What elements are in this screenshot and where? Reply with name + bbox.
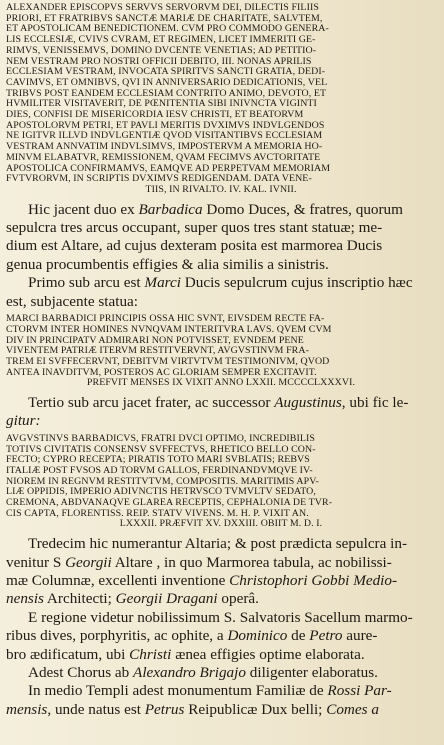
paragraph-barbadica-tombs bbox=[6, 201, 436, 275]
inscription-line: NIOREM IN REGNVM RESTITVTVM, COMPOSITIS. MARITIMIS APV- bbox=[6, 476, 319, 487]
text-span: mæ Columnæ, excellenti inventione bbox=[6, 571, 230, 589]
inscription-line: DIES, CONFISI DE MISERICORDIA IESV CHRISTI, ET BEATORVM bbox=[6, 110, 304, 121]
inscription-line: ANTEA INAVDITVM, POSTEROS AC GLORIAM SEMPER EXCITAVIT. bbox=[6, 367, 317, 378]
inscription-line: HVMILITER VISITAVERIT, DE PŒNITENTIA SIBI INIVNCTA VIGINTI bbox=[6, 99, 317, 110]
text-span: Reipublicæ Dux belli; bbox=[184, 700, 327, 718]
text-line bbox=[6, 201, 436, 219]
augustinus-inscription bbox=[6, 434, 436, 530]
text-span: Altare , in quo Marmorea tabula, ac nobilissi- bbox=[111, 553, 392, 571]
italic-name: Barbadica bbox=[138, 200, 203, 218]
italic-name: Marci bbox=[144, 274, 181, 292]
inscription-line: CTORVM INTER HOMINES NVNQVAM INTERITVRA LAVS. QVEM CVM bbox=[6, 324, 332, 335]
text-span: Ducis sepulcrum cujus inscriptio hæc bbox=[180, 274, 413, 292]
text-span: venitur S bbox=[6, 553, 66, 571]
text-span: , unde natus est bbox=[47, 700, 145, 718]
text-span: Adest Chorus ab bbox=[28, 664, 134, 681]
inscription-line: MARCI BARBADICI PRINCIPIS OSSA HIC SVNT, EIVSDEM RECTE FA- bbox=[6, 314, 325, 325]
text-span: ænea effigies optime elaborata. bbox=[171, 645, 365, 663]
inscription-line: LIS ECCLESIÆ, CVIVS CVRAM, ET REGIMEN, LICET IMMERITI GE- bbox=[6, 35, 316, 46]
text-line bbox=[6, 701, 436, 719]
papal-bull-inscription bbox=[6, 3, 436, 196]
italic-name: Augustinus bbox=[274, 394, 342, 412]
inscription-line: TREM EI SVFFECERVNT, DEBITVM VIRTVTVM TESTIMONIVM, QVOD bbox=[6, 356, 330, 367]
paragraph-augustinus-tomb bbox=[6, 394, 436, 431]
text-line bbox=[6, 682, 436, 700]
inscription-line: ECCLESIAM VESTRAM, INVOCATA SPIRITVS SANCTI GRATIA, DEDI- bbox=[6, 67, 326, 78]
inscription-line: CREMONA, ABDVANAQVE GLAREA RECEPTIS, CEPHALONIA DE TVR- bbox=[6, 498, 333, 509]
italic-name: Rossi Par- bbox=[327, 682, 392, 700]
inscription-line: CIS CAPTA, FLORENTISS. REIP. STATV VIVENS. M. H. P. VIXIT AN. bbox=[6, 508, 309, 519]
text-line bbox=[6, 627, 436, 645]
inscription-line: MINVM ELABATVR, REMISSIONEM, QVAM FECIMVS AVCTORITATE bbox=[6, 152, 321, 163]
italic-name: Petrus bbox=[144, 700, 185, 718]
inscription-line: NE IGITVR ILLVD INDVLGENTIÆ QVOD VISITANTIBVS ECCLESIAM bbox=[6, 131, 323, 142]
paragraph-marci-tomb bbox=[6, 274, 436, 311]
paragraph-altars bbox=[6, 535, 436, 609]
inscription-line: ET APOSTOLICAM BENEDICTIONEM. CVM PRO COMMODO GENERA- bbox=[6, 24, 329, 35]
inscription-line: APOSTOLORVM PETRI, ET PAVLI MERITIS DVXIMVS INDVLGENDOS bbox=[6, 120, 325, 131]
italic-name: nensis bbox=[6, 590, 44, 608]
italic-name: Georgii bbox=[65, 553, 112, 571]
text-span: diligenter elaboratus. bbox=[245, 664, 378, 681]
text-line bbox=[6, 590, 436, 608]
inscription-line: RIMVS, VENISSEMVS, DOMINO DVCENTE VENETIAS; AD PETITIO- bbox=[6, 45, 317, 56]
inscription-line: ITALIÆ POST FVSOS AD TORVM GALLOS, FERDINANDVMQVE IV- bbox=[6, 465, 313, 476]
italic-name: mensis bbox=[6, 700, 48, 718]
text-line: dium est Altare, ad cujus dexteram posita est marmorea Ducis bbox=[6, 237, 383, 255]
text-line: E regione videtur nobilissimum S. Salvatoris Sacellum marmo- bbox=[28, 608, 413, 626]
text-span: , ubi fic le- bbox=[341, 394, 409, 412]
inscription-line: FVTVRORVM, IN SCRIPTIS DVXIMVS REDIGENDAM. DATA VENE- bbox=[6, 174, 312, 185]
text-line: genua procumbentis effigies & alia similis a sinistris. bbox=[6, 255, 329, 273]
inscription-line: CAVIMVS, ET OMNIBVS, QVI IN ANNIVERSARIO DEDICATIONIS, VEL bbox=[6, 77, 328, 88]
inscription-line: PRIORI, ET FRATRIBVS SANCTÆ MARIÆ DE CHARITATE, SALVTEM, bbox=[6, 13, 323, 24]
text-line bbox=[6, 664, 436, 682]
inscription-line: ALEXANDER EPISCOPVS SERVVS SERVORVM DEI, DILECTIS FILIIS bbox=[6, 3, 319, 13]
text-span: bro ædificatum, ubi bbox=[6, 645, 130, 663]
inscription-line: PREFVIT MENSES IX VIXIT ANNO LXXII. MCCCCLXXXVI. bbox=[86, 378, 356, 389]
text-span: Primo sub arcu est bbox=[28, 274, 145, 292]
inscription-line: APOSTOLICA CONFIRMAMVS, EAMQVE AD PERPETVAM MEMORIAM bbox=[6, 163, 331, 174]
text-span: aure- bbox=[342, 627, 378, 645]
italic-name: Alexandro Brigajo bbox=[133, 664, 246, 681]
text-span: Tertio sub arcu jacet frater, ac successor bbox=[28, 394, 275, 412]
italic-name: Petro bbox=[309, 627, 343, 645]
inscription-line: LXXXII. PRÆFVIT XV. DXXIII. OBIIT M. D. I. bbox=[119, 519, 323, 530]
paragraph-rossi-monument bbox=[6, 682, 436, 719]
text-span: Hic jacent duo ex bbox=[28, 200, 139, 218]
inscription-line: FECTO; CYPRO RECEPTA; PIRATIS TOTO MARI SVBLATIS; REBVS bbox=[6, 455, 310, 466]
italic-name: Christophori Gobbi Medio- bbox=[229, 571, 398, 589]
inscription-line: LIÆ OPPIDIS, IMPERIO ADIVNCTIS HETRVSCO TVMVLTV SEDATO, bbox=[6, 487, 316, 498]
text-line: est, subjacente statua: bbox=[6, 292, 139, 310]
paragraph-salvatoris-chapel bbox=[6, 609, 436, 664]
text-span: Domo Duces, & fratres, quorum bbox=[202, 200, 403, 218]
inscription-line: VIVENTEM PATRIÆ ITERVM RESTITVERVNT, AVGVSTINVM FRA- bbox=[6, 346, 309, 357]
inscription-line: TRIBVS POST EANDEM ECCLESIAM CONTRITO ANIMO, DEVOTO, ET bbox=[6, 88, 327, 99]
text-line bbox=[6, 274, 436, 292]
text-span: de bbox=[287, 627, 310, 645]
inscription-line: NEM VESTRAM PRO NOSTRI OFFICII DEBITO, III. NONAS APRILIS bbox=[6, 56, 312, 67]
italic-name: Georgii Dragani bbox=[115, 590, 218, 608]
inscription-line: VESTRAM ANNVATIM INDVLSIMVS, IMPOSTERVM A MEMORIA HO- bbox=[6, 142, 323, 153]
text-line: sepulcra tres arcus occupant, super quos tres stant statuæ; me- bbox=[6, 219, 383, 237]
inscription-line: TOTIVS CIVITATIS CONSENSV SVFFECTVS, RHETICO BELLO CON- bbox=[6, 444, 316, 455]
text-span: Architecti; bbox=[43, 590, 116, 608]
italic-name: Comes a bbox=[326, 700, 379, 718]
italic-name: Christi bbox=[129, 645, 172, 663]
text-line bbox=[6, 646, 436, 664]
text-span: ribus dives, porphyritis, ac ophite, a bbox=[6, 627, 228, 645]
text-span: In medio Templi adest monumentum Familiæ de bbox=[28, 682, 328, 700]
text-line: gitur: bbox=[6, 412, 41, 430]
text-line: Tredecim hic numerantur Altaria; & post prædicta sepulcra in- bbox=[28, 535, 408, 553]
paragraph-chorus bbox=[6, 664, 436, 682]
text-line bbox=[6, 554, 436, 572]
inscription-line: TIIS, IN RIVALTO. IV. KAL. IVNII. bbox=[145, 184, 297, 195]
text-line bbox=[6, 572, 436, 590]
italic-name: Dominico bbox=[227, 627, 288, 645]
inscription-line: AVGVSTINVS BARBADICVS, FRATRI DVCI OPTIMO, INCREDIBILIS bbox=[6, 433, 315, 444]
text-span: operâ. bbox=[217, 590, 259, 608]
text-line bbox=[6, 394, 436, 412]
marci-inscription bbox=[6, 314, 436, 389]
inscription-line: DIV IN PRINCIPATV ADMIRARI NON POTVISSET, EVNDEM PENE bbox=[6, 335, 304, 346]
